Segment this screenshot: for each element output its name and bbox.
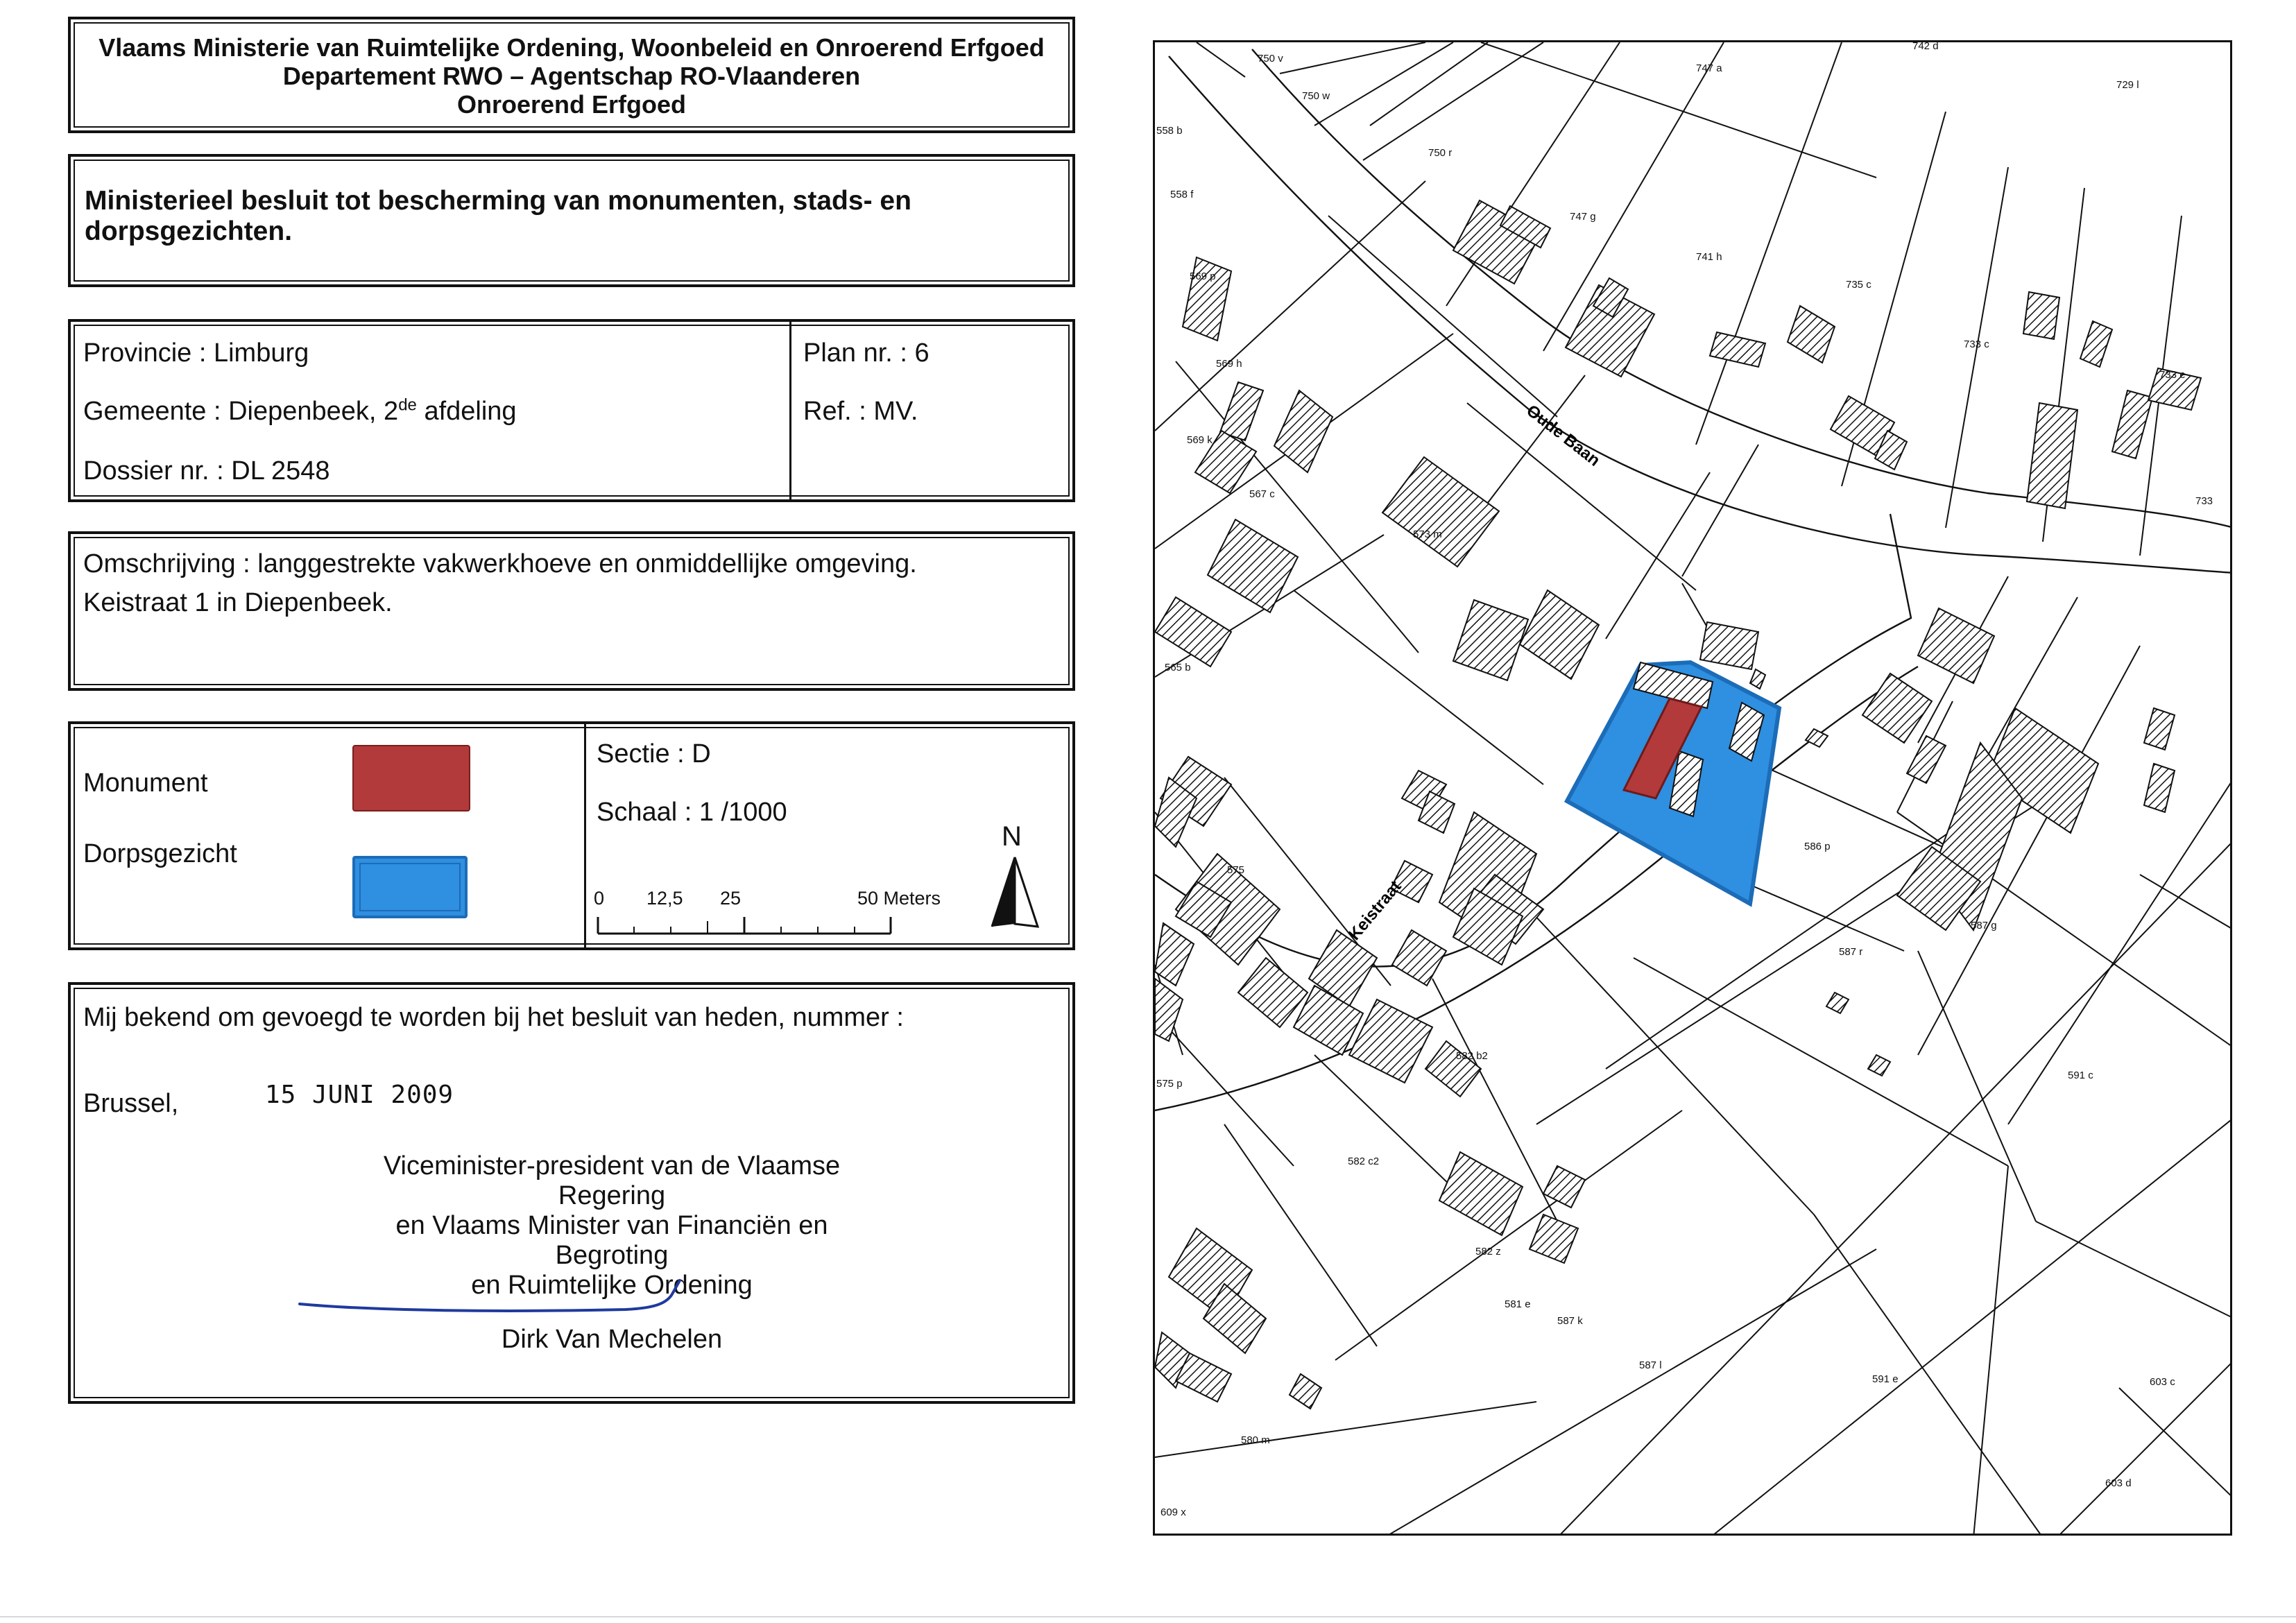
scale-tick-2: 25 [720, 888, 742, 909]
road-oude-baan [1169, 49, 2232, 573]
parcel-label: 587 g [1971, 920, 1997, 931]
scale-bar [595, 913, 907, 938]
parcel-label: 750 v [1258, 53, 1283, 65]
map-canvas [1155, 42, 2232, 1536]
parcel-label: 609 x [1160, 1506, 1186, 1518]
decree-title-line1: Ministerieel besluit tot bescherming van monumenten, stads- en [85, 186, 911, 216]
signature-place: Brussel, [83, 1089, 179, 1118]
provincie: Provincie : Limburg [83, 338, 309, 368]
parcel-label: 581 e [1505, 1298, 1531, 1310]
parcel-label: 582 c2 [1348, 1156, 1380, 1167]
description-line2: Keistraat 1 in Diepenbeek. [83, 588, 393, 617]
north-label: N [1002, 821, 1022, 852]
parcel-label: 735 c [1846, 279, 1871, 291]
street-label-keistraat: Keistraat [1344, 877, 1405, 944]
cadastral-map [1153, 40, 2232, 1536]
parcel-label: 603 c [2150, 1376, 2175, 1388]
decree-title-line2: dorpsgezichten. [85, 216, 293, 246]
parcel-label: 603 d [2105, 1477, 2132, 1489]
reference: Ref. : MV. [803, 397, 918, 426]
dossier-number: Dossier nr. : DL 2548 [83, 456, 330, 486]
parcel-label: 587 r [1839, 946, 1863, 958]
legend-dorpsgezicht-swatch [352, 856, 468, 918]
legend-monument-swatch [352, 745, 470, 812]
parcel-label: 582 b2 [1456, 1050, 1488, 1062]
parcel-label: 582 z [1475, 1246, 1501, 1257]
parcel-label: 573 m [1413, 529, 1442, 540]
decree-title-box [68, 154, 1075, 287]
schaal: Schaal : 1 /1000 [597, 798, 787, 827]
legend-box [68, 721, 1075, 950]
gemeente-prefix: Gemeente : Diepenbeek, 2 [83, 397, 399, 426]
gemeente [83, 397, 517, 427]
signature-box [68, 982, 1075, 1404]
parcel-label: 567 c [1249, 488, 1275, 500]
page-bottom-rule [0, 1616, 2296, 1617]
handwritten-signature [293, 1269, 737, 1318]
parcel-label: 742 d [1912, 42, 1939, 52]
description-line1: Omschrijving : langgestrekte vakwerkhoeve en onmiddellijke omgeving. [83, 549, 917, 578]
parcel-label: 729 l [2116, 79, 2139, 91]
legend-dorpsgezicht-label: Dorpsgezicht [83, 839, 237, 868]
parcel-label: 747 a [1696, 62, 1722, 74]
parcel-label: 747 g [1570, 211, 1596, 223]
parcel-label: 586 p [1804, 841, 1831, 852]
parcel-label: 558 b [1156, 125, 1183, 137]
scale-tick-3: 50 Meters [857, 888, 941, 909]
parcel-label: 569 p [1190, 270, 1216, 282]
parcel-label: 575 [1227, 864, 1245, 876]
scale-tick-1: 12,5 [646, 888, 683, 909]
parcel-label: 733 e [2159, 369, 2186, 381]
parcel-label: 591 c [2068, 1070, 2093, 1081]
parcel-label: 750 r [1428, 147, 1453, 159]
agency-name: Onroerend Erfgoed [456, 90, 687, 119]
ministry-name: Vlaams Ministerie van Ruimtelijke Ordening, Woonbeleid en Onroerend Erfgoed [98, 33, 1045, 62]
north-arrow-icon [991, 855, 1039, 931]
signatory-title-line1: Viceminister-president van de Vlaamse Regering [383, 1151, 841, 1210]
parcel-label: 587 l [1639, 1359, 1662, 1371]
buildings [1155, 200, 2201, 1409]
parcel-label: 569 h [1216, 358, 1242, 370]
parcel-label: 569 k [1187, 434, 1213, 446]
parcel-label: 580 m [1241, 1434, 1270, 1446]
parcel-label: 587 k [1557, 1315, 1583, 1327]
signature-statement: Mij bekend om gevoegd te worden bij het besluit van heden, nummer : [83, 1003, 904, 1032]
parcel-label: 733 c [1964, 338, 1989, 350]
parcel-label: 575 p [1156, 1078, 1183, 1090]
gemeente-suffix: afdeling [416, 397, 517, 426]
plan-number: Plan nr. : 6 [803, 338, 929, 368]
gemeente-sup: de [398, 395, 417, 415]
parcel-label: 750 w [1302, 90, 1330, 102]
signatory-name: Dirk Van Mechelen [501, 1325, 723, 1354]
date-stamp: 15 JUNI 2009 [265, 1081, 454, 1109]
parcel-label: 558 f [1170, 189, 1194, 200]
signatory-title-line3: en Ruimtelijke Ordening [471, 1271, 753, 1300]
description-box [68, 531, 1075, 691]
parcel-label: 733 [2195, 495, 2213, 507]
parcel-label: 741 h [1696, 251, 1722, 263]
scale-tick-0: 0 [594, 888, 605, 909]
signatory-title-line2: en Vlaams Minister van Financiën en Begroting [395, 1211, 828, 1270]
legend-monument-label: Monument [83, 768, 208, 798]
department-name: Departement RWO – Agentschap RO-Vlaanderen [282, 62, 861, 90]
sectie: Sectie : D [597, 739, 711, 768]
parcel-label: 565 b [1165, 662, 1191, 673]
street-label-oude-baan: Oude Baan [1523, 401, 1604, 470]
info-box [68, 319, 1075, 502]
parcel-label: 591 e [1872, 1373, 1899, 1385]
ministry-header-box [68, 17, 1075, 133]
